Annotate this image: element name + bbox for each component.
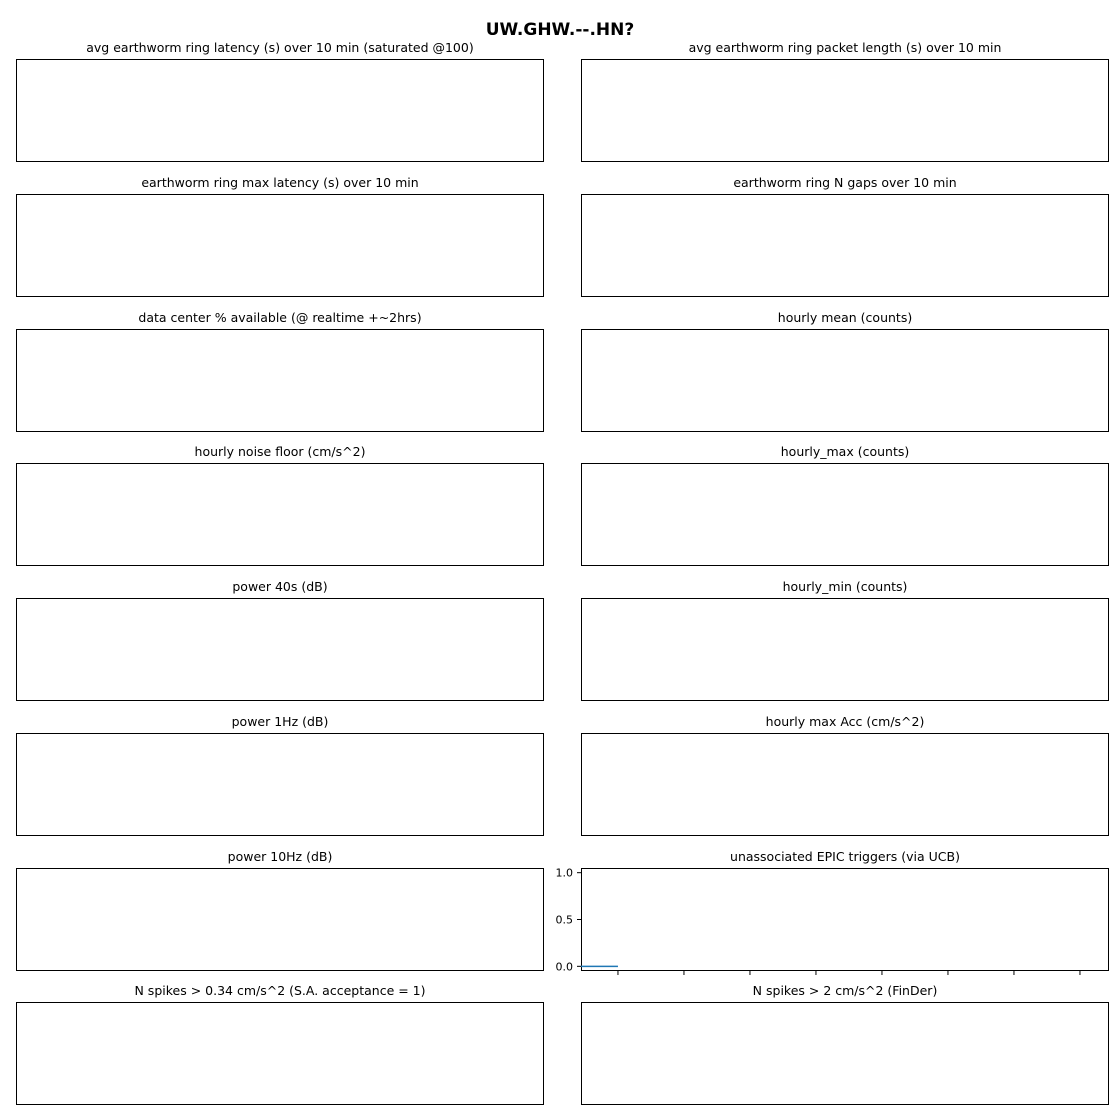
panel-title: avg earthworm ring packet length (s) over 10 min: [688, 40, 1002, 55]
plot-area: [581, 194, 1109, 297]
plot-area: [581, 329, 1109, 432]
plot-area: [581, 733, 1109, 836]
panel-n-gaps: [581, 175, 1109, 310]
panel-title: N spikes > 2 cm/s^2 (FinDer): [752, 983, 938, 998]
panel-hourly-min: [581, 579, 1109, 714]
panel-title: power 1Hz (dB): [231, 714, 329, 729]
plot-area: [16, 1002, 544, 1105]
plot-area: [16, 463, 544, 566]
panel-ring-latency: [16, 40, 544, 175]
y-tick-label: 0.0: [555, 960, 573, 974]
panel-title: hourly noise floor (cm/s^2): [194, 444, 366, 459]
panel-title: N spikes > 0.34 cm/s^2 (S.A. acceptance = 1): [134, 983, 426, 998]
plot-area: [581, 59, 1109, 162]
panel-title: hourly_max (counts): [780, 444, 910, 459]
panel-packet-length: [581, 40, 1109, 175]
plot-area: [581, 598, 1109, 701]
panel-hourly-mean: [581, 310, 1109, 445]
epic-triggers-chart: [555, 849, 1109, 984]
panel-power-10hz: [16, 849, 544, 984]
plot-area: [16, 194, 544, 297]
panel-max-latency: [16, 175, 544, 310]
plot-area: [16, 868, 544, 971]
panel-hourly-max: [581, 444, 1109, 579]
plot-area: [581, 1002, 1109, 1105]
panel-title: earthworm ring max latency (s) over 10 min: [141, 175, 419, 190]
panel-title: earthworm ring N gaps over 10 min: [733, 175, 957, 190]
panel-spikes-finder: [581, 983, 1109, 1118]
panel-title: power 10Hz (dB): [227, 849, 333, 864]
plot-area: [16, 329, 544, 432]
panel-title: avg earthworm ring latency (s) over 10 min (saturated @100): [86, 40, 474, 55]
plot-area: [581, 463, 1109, 566]
panel-title: hourly mean (counts): [777, 310, 913, 325]
panel-title: unassociated EPIC triggers (via UCB): [730, 849, 960, 864]
panel-power-1hz: [16, 714, 544, 849]
panel-title: data center % available (@ realtime +~2hrs): [138, 310, 422, 325]
panel-max-acc: [581, 714, 1109, 849]
y-tick-label: 1.0: [555, 866, 573, 880]
panel-title: hourly max Acc (cm/s^2): [765, 714, 925, 729]
plot-area: [16, 733, 544, 836]
plot-area: [16, 598, 544, 701]
panel-data-available: [16, 310, 544, 445]
figure-title: UW.GHW.--.HN?: [485, 20, 635, 40]
plot-area: [16, 59, 544, 162]
panel-epic-triggers: [555, 849, 1109, 984]
panel-title: hourly_min (counts): [782, 579, 908, 594]
y-tick-label: 0.5: [555, 913, 573, 927]
panel-title: power 40s (dB): [232, 579, 328, 594]
panel-spikes-sa: [16, 983, 544, 1118]
panel-power-40s: [16, 579, 544, 714]
panel-noise-floor: [16, 444, 544, 579]
